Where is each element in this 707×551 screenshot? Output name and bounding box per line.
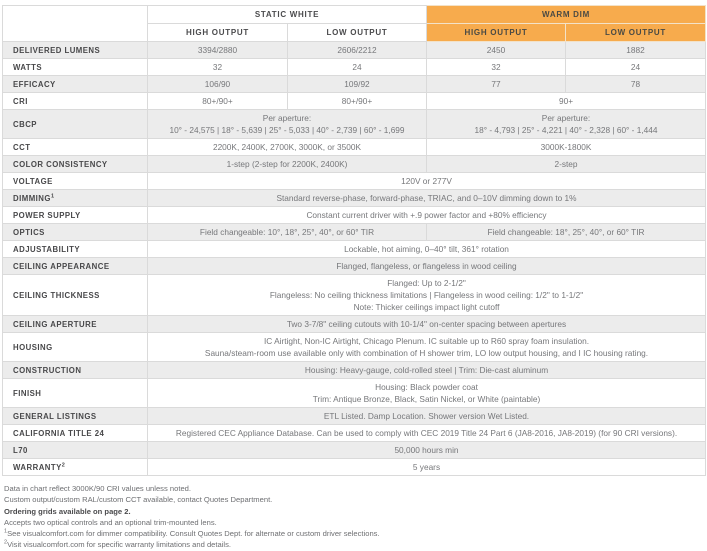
spec-value-line: 32 <box>212 62 223 72</box>
spec-value-line: 90+ <box>558 96 574 106</box>
spec-value-cell <box>148 42 288 59</box>
table-row <box>3 139 706 156</box>
spec-table <box>2 5 706 476</box>
spec-value-line: 109/92 <box>344 79 370 89</box>
spec-value-cell <box>427 139 706 156</box>
footnote-reference: 1 <box>50 192 55 199</box>
spec-value-line: 50,000 hours min <box>394 445 459 455</box>
footnote-line: Ordering grids available on page 2. <box>4 506 131 516</box>
footnote-reference: 2 <box>61 461 66 468</box>
spec-value-cell <box>148 224 427 241</box>
corner-cell <box>3 6 148 42</box>
spec-value-cell <box>148 207 706 224</box>
table-row <box>3 224 706 241</box>
spec-row-label: CCT <box>3 139 148 156</box>
spec-value-line: Flanged, flangeless, or flangeless in wood ceiling <box>336 261 517 271</box>
spec-value-line: 24 <box>352 62 362 72</box>
spec-value-line: 120V or 277V <box>401 176 452 186</box>
spec-table-header <box>3 6 706 42</box>
spec-row-label: EFFICACY <box>3 76 148 93</box>
spec-value-line: Flanged: Up to 2-1/2" <box>387 278 466 288</box>
spec-row-label: COLOR CONSISTENCY <box>3 156 148 173</box>
spec-value-cell <box>148 362 706 379</box>
spec-value-line: 2606/2212 <box>337 45 377 55</box>
spec-value-line: Lockable, hot aiming, 0–40° tilt, 361° rotation <box>344 244 509 254</box>
spec-value-line: 5 years <box>412 462 441 472</box>
spec-value-cell <box>566 76 706 93</box>
spec-value-line: 77 <box>491 79 501 89</box>
spec-value-cell <box>148 316 706 333</box>
spec-row-label: CRI <box>3 93 148 110</box>
spec-row-label: CEILING APPEARANCE <box>3 258 148 275</box>
table-row <box>3 459 706 476</box>
spec-value-line: Per aperture: <box>262 113 312 123</box>
spec-value-cell <box>288 59 427 76</box>
spec-row-label: WATTS <box>3 59 148 76</box>
table-row <box>3 442 706 459</box>
table-row <box>3 59 706 76</box>
spec-row-label: CALIFORNIA TITLE 24 <box>3 425 148 442</box>
footnote-line: Accepts two optical controls and an optional trim-mounted lens. <box>4 517 217 527</box>
spec-value-line: 10° - 24,575 | 18° - 5,639 | 25° - 5,033 | 40° - 2,739 | 60° - 1,699 <box>169 125 405 135</box>
spec-value-cell <box>148 59 288 76</box>
spec-value-cell <box>148 408 706 425</box>
table-row <box>3 362 706 379</box>
table-row <box>3 316 706 333</box>
spec-value-line: 18° - 4,793 | 25° - 4,221 | 40° - 2,328 | 60° - 1,444 <box>474 125 658 135</box>
subheader-warmdim-high-output: HIGH OUTPUT <box>427 24 566 42</box>
spec-value-line: 1882 <box>626 45 645 55</box>
spec-value-line: Note: Thicker ceilings impact light cutoff <box>353 302 500 312</box>
spec-value-cell <box>427 93 706 110</box>
spec-value-line: Housing: Heavy-gauge, cold-rolled steel | Trim: Die-cast aluminum <box>304 365 549 375</box>
subheader-static-high-output: HIGH OUTPUT <box>148 24 288 42</box>
spec-value-line: 78 <box>630 79 641 89</box>
spec-value-line: 2450 <box>486 45 506 55</box>
spec-value-line: 3000K-1800K <box>540 142 592 152</box>
footnote-number: 2 <box>4 539 8 546</box>
spec-value-cell <box>148 425 706 442</box>
table-row <box>3 425 706 442</box>
spec-value-cell <box>148 190 706 207</box>
spec-row-label: WARRANTY$^2$ <box>3 459 148 476</box>
spec-value-line: 24 <box>630 62 641 72</box>
spec-row-label: CONSTRUCTION <box>3 362 148 379</box>
column-group-row <box>3 6 706 24</box>
spec-value-cell <box>288 42 427 59</box>
spec-value-line: Field changeable: 10°, 18°, 25°, 40°, or 60° TIR <box>199 227 375 237</box>
spec-value-line: Constant current driver with +.9 power factor and +80% efficiency <box>306 210 547 220</box>
spec-row-label: ADJUSTABILITY <box>3 241 148 258</box>
spec-value-line: Sauna/steam-room use available only with combination of H shower trim, LO low output housing, and I IC housing rating. <box>204 348 649 358</box>
spec-row-label: L70 <box>3 442 148 459</box>
table-row <box>3 173 706 190</box>
table-row <box>3 42 706 59</box>
spec-value-line: 80+/90+ <box>341 96 373 106</box>
spec-value-cell <box>148 173 706 190</box>
spec-value-cell <box>288 76 427 93</box>
footnote-line: $^2$Visit visualcomfort.com for specific warranty limitations and details. <box>4 539 232 550</box>
table-row <box>3 408 706 425</box>
subheader-static-low-output: LOW OUTPUT <box>288 24 427 42</box>
spec-value-cell <box>148 275 706 316</box>
table-row <box>3 76 706 93</box>
spec-row-label: VOLTAGE <box>3 173 148 190</box>
spec-value-line: 2-step <box>554 159 578 169</box>
footnote-line: Custom output/custom RAL/custom CCT available, contact Quotes Department. <box>4 495 273 505</box>
spec-value-line: Flangeless: No ceiling thickness limitations | Flangeless in wood ceiling: 1/2" to 1-1/2" <box>269 290 584 300</box>
spec-value-cell <box>566 42 706 59</box>
footnote-line: Data in chart reflect 3000K/90 CRI values unless noted. <box>4 484 191 493</box>
spec-value-cell <box>148 110 427 139</box>
spec-value-cell <box>148 139 427 156</box>
spec-value-cell <box>148 333 706 362</box>
spec-value-line: Housing: Black powder coat <box>375 382 478 392</box>
spec-value-cell <box>148 76 288 93</box>
column-group-warm-dim: WARM DIM <box>427 6 706 24</box>
spec-row-label: DIMMING$^1$ <box>3 190 148 207</box>
spec-value-cell <box>427 156 706 173</box>
spec-row-label: CBCP <box>3 110 148 139</box>
spec-value-line: ETL Listed. Damp Location. Shower version Wet Listed. <box>323 411 530 421</box>
spec-table-body <box>3 42 706 476</box>
spec-row-label: OPTICS <box>3 224 148 241</box>
spec-row-label: POWER SUPPLY <box>3 207 148 224</box>
spec-value-line: 3394/2880 <box>197 45 238 55</box>
spec-value-line: Trim: Antique Bronze, Black, Satin Nickel, or White (paintable) <box>312 394 541 404</box>
spec-value-cell <box>148 258 706 275</box>
spec-value-cell <box>427 59 566 76</box>
spec-value-line: 32 <box>491 62 501 72</box>
table-row <box>3 258 706 275</box>
spec-row-label: CEILING APERTURE <box>3 316 148 333</box>
spec-value-cell <box>148 442 706 459</box>
subheader-warmdim-low-output: LOW OUTPUT <box>566 24 706 42</box>
footnote-line: $^1$See visualcomfort.com for dimmer compatibility. Consult Quotes Dept. for alternate or custom driver selections. <box>4 528 380 539</box>
spec-row-label: GENERAL LISTINGS <box>3 408 148 425</box>
spec-row-label: CEILING THICKNESS <box>3 275 148 316</box>
table-row <box>3 93 706 110</box>
spec-value-cell <box>148 93 288 110</box>
table-row <box>3 241 706 258</box>
column-group-static-white: STATIC WHITE <box>148 6 427 24</box>
spec-value-line: Per aperture: <box>541 113 591 123</box>
spec-value-line: Standard reverse-phase, forward-phase, TRIAC, and 0–10V dimming down to 1% <box>276 193 577 203</box>
spec-row-label: DELIVERED LUMENS <box>3 42 148 59</box>
spec-value-cell <box>148 156 427 173</box>
spec-value-line: 2200K, 2400K, 2700K, 3000K, or 3500K <box>212 142 362 152</box>
footnotes <box>4 483 705 551</box>
spec-row-label: FINISH <box>3 379 148 408</box>
spec-value-cell <box>427 110 706 139</box>
spec-value-cell <box>148 241 706 258</box>
spec-value-line: Two 3-7/8" ceiling cutouts with 10-1/4" on-center spacing between apertures <box>286 319 567 329</box>
spec-value-cell <box>288 93 427 110</box>
spec-value-cell <box>427 224 706 241</box>
spec-value-cell <box>427 42 566 59</box>
table-row <box>3 333 706 362</box>
spec-value-line: 1-step (2-step for 2200K, 2400K) <box>226 159 348 169</box>
spec-value-line: Field changeable: 18°, 25°, 40°, or 60° TIR <box>487 227 645 237</box>
spec-value-line: Registered CEC Appliance Database. Can be used to comply with CEC 2019 Title 24 Part 6 (JA8-2016, JA8-2019) (for 90 CRI versions). <box>175 428 678 438</box>
table-row <box>3 207 706 224</box>
spec-value-line: 106/90 <box>204 79 231 89</box>
spec-value-line: 80+/90+ <box>202 96 233 106</box>
table-row <box>3 156 706 173</box>
spec-row-label: HOUSING <box>3 333 148 362</box>
spec-value-cell <box>148 379 706 408</box>
spec-value-cell <box>148 459 706 476</box>
spec-value-cell <box>566 59 706 76</box>
table-row <box>3 190 706 207</box>
table-row <box>3 379 706 408</box>
spec-value-cell <box>427 76 566 93</box>
spec-value-line: IC Airtight, Non-IC Airtight, Chicago Plenum. IC suitable up to R60 spray foam insulation. <box>263 336 590 346</box>
table-row <box>3 275 706 316</box>
table-row <box>3 110 706 139</box>
footnote-number: 1 <box>4 528 8 535</box>
